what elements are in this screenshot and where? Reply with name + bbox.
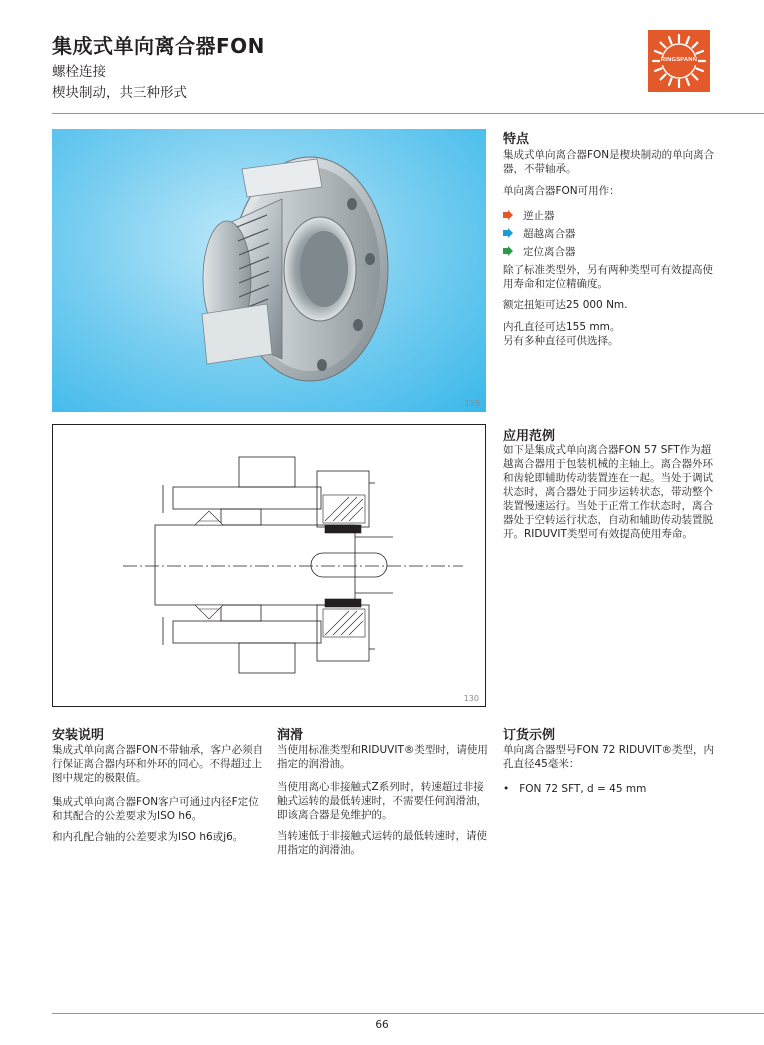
subtitle-bolted: 螺栓连接 xyxy=(52,64,106,80)
lubrication-p2: 当使用离心非接触式Z系列时，转速超过非接触式运转的最低转速时，不需要任何润滑油，即该离合器是免维护的。 xyxy=(277,781,487,821)
lubrication-p1: 当使用标准类型和RIDUVIT®类型时，请使用指定的润滑油。 xyxy=(277,744,488,770)
footer-rule xyxy=(52,1013,764,1014)
freewheel-illustration xyxy=(52,129,486,412)
ringspann-logo xyxy=(648,30,710,92)
features-intro: 集成式单向离合器FON是楔块制动的单向离合器，不带轴承。 xyxy=(503,149,715,175)
installation-heading: 安装说明 xyxy=(52,728,105,743)
installation-p2: 集成式单向离合器FON客户可通过内径F定位和其配合的公差要求为ISO h6。 xyxy=(52,796,259,822)
uses-list xyxy=(503,206,719,260)
subtitle-sprag: 楔块制动，共三种形式 xyxy=(52,85,187,101)
blue-arrow-icon xyxy=(503,228,513,238)
ordering-heading: 订货示例 xyxy=(503,728,556,743)
use-label: 超越离合器 xyxy=(523,227,576,240)
product-photo xyxy=(52,129,486,412)
ordering-item xyxy=(503,782,715,796)
orange-arrow-icon xyxy=(503,210,513,220)
installation-p3: 和内孔配合轴的公差要求为ISO h6或j6。 xyxy=(52,831,244,843)
photo-figure-number: 129 xyxy=(464,399,480,408)
installation-p1: 集成式单向离合器FON不带轴承，客户必须自行保证离合器内环和外环的同心。不得超过上图中规定的极限值。 xyxy=(52,744,264,784)
features-bore-max: 内孔直径可达155 mm。 xyxy=(503,321,621,333)
application-text: 如下是集成式单向离合器FON 57 SFT作为超越离合器用于包装机械的主轴上。离合器外环和齿轮即辅助传动装置连在一起。当处于调试状态时，离合器处于同步运转状态，带动整个装置慢速运行。当处于正常工作状态时，离合器处于空转运行状态，自动和辅助传动装置脱开。RIDUVIT类型可有效提高使用寿命。 xyxy=(503,444,713,540)
features-uses-intro: 单向离合器FON可用作： xyxy=(503,185,620,197)
use-item-overrunning xyxy=(503,224,719,242)
use-item-indexing xyxy=(503,242,719,260)
features-torque: 额定扭矩可达25 000 Nm. xyxy=(503,299,628,311)
page-title: 集成式单向离合器FON xyxy=(52,34,265,58)
use-label: 逆止器 xyxy=(523,209,555,222)
use-item-backstop xyxy=(503,206,719,224)
features-variants: 除了标准类型外，另有两种类型可有效提高使用寿命和定位精确度。 xyxy=(503,264,713,290)
header-rule xyxy=(52,113,764,114)
installation-drawing xyxy=(52,424,486,707)
use-label: 定位离合器 xyxy=(523,245,576,258)
green-arrow-icon xyxy=(503,246,513,256)
logo-wordmark: RINGSPANN xyxy=(660,57,698,63)
cross-section-drawing xyxy=(53,425,485,706)
ordering-p1: 单向离合器型号FON 72 RIDUVIT®类型，内孔直径45毫米： xyxy=(503,744,715,770)
ordering-item-text: FON 72 SFT, d = 45 mm xyxy=(519,783,647,795)
application-heading: 应用范例 xyxy=(503,429,556,444)
features-heading: 特点 xyxy=(503,132,530,147)
page-number: 66 xyxy=(375,1019,389,1031)
lubrication-heading: 润滑 xyxy=(277,728,304,743)
lubrication-p3: 当转速低于非接触式运转的最低转速时，请使用指定的润滑油。 xyxy=(277,830,487,856)
features-bore-options: 另有多种直径可供选择。 xyxy=(503,335,619,347)
bullet-marker: • xyxy=(503,783,510,795)
drawing-figure-number: 130 xyxy=(463,694,479,703)
